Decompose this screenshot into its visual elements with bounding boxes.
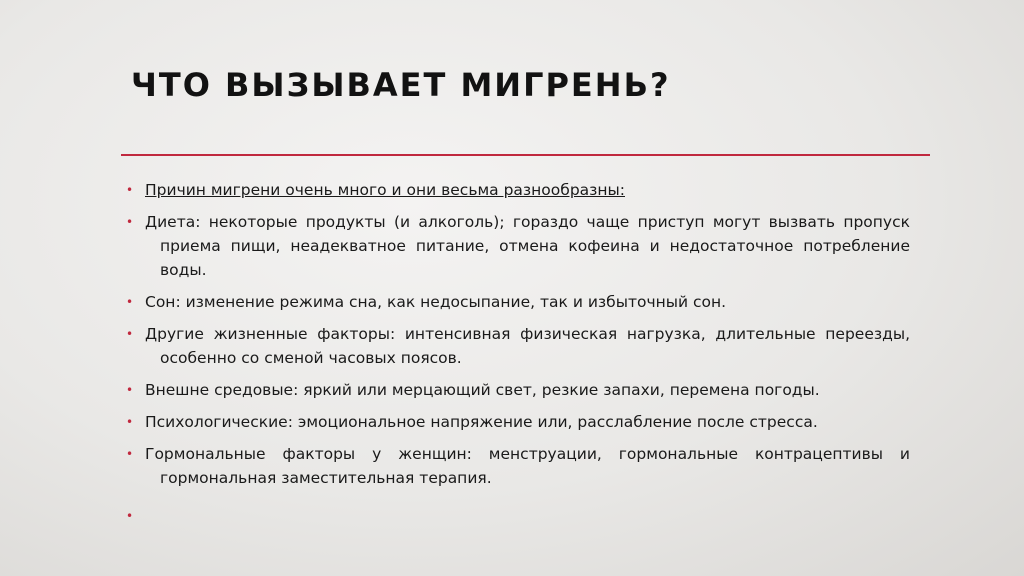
bullet-item bbox=[126, 178, 910, 202]
bullet-text: Причин мигрени очень много и они весьма разнообразны: bbox=[145, 181, 625, 199]
bullet-item bbox=[126, 410, 910, 434]
bullet-item bbox=[126, 442, 910, 490]
bullet-text: Диета: некоторые продукты (и алкоголь); гораздо чаще приступ могут вызвать пропуск приема пищи, неадекватное питание, отмена кофеина и недостаточное потребление воды. bbox=[145, 213, 910, 279]
title-divider bbox=[121, 154, 930, 156]
bullet-text: Другие жизненные факторы: интенсивная физическая нагрузка, длительные переезды, особенно со сменой часовых поясов. bbox=[145, 325, 910, 367]
bullet-text: Психологические: эмоциональное напряжение или, расслабление после стресса. bbox=[145, 413, 818, 431]
slide-title: ЧТО ВЫЗЫВАЕТ МИГРЕНЬ? bbox=[131, 66, 671, 104]
bullet-item-empty bbox=[126, 504, 910, 528]
bullet-marker-icon: • bbox=[126, 383, 134, 397]
bullet-item bbox=[126, 322, 910, 370]
bullet-marker-icon: • bbox=[126, 509, 134, 523]
bullet-item bbox=[126, 210, 910, 282]
bullet-list bbox=[126, 178, 910, 536]
bullet-marker-icon: • bbox=[126, 215, 134, 229]
bullet-text: Сон: изменение режима сна, как недосыпание, так и избыточный сон. bbox=[145, 293, 727, 311]
bullet-marker-icon: • bbox=[126, 327, 134, 341]
bullet-marker-icon: • bbox=[126, 295, 134, 309]
bullet-item bbox=[126, 378, 910, 402]
bullet-item bbox=[126, 290, 910, 314]
bullet-text: Внешне средовые: яркий или мерцающий свет, резкие запахи, перемена погоды. bbox=[145, 381, 820, 399]
bullet-marker-icon: • bbox=[126, 183, 134, 197]
bullet-marker-icon: • bbox=[126, 447, 134, 461]
bullet-marker-icon: • bbox=[126, 415, 134, 429]
bullet-text: Гормональные факторы у женщин: менструации, гормональные контрацептивы и гормональная заместительная терапия. bbox=[145, 445, 910, 487]
